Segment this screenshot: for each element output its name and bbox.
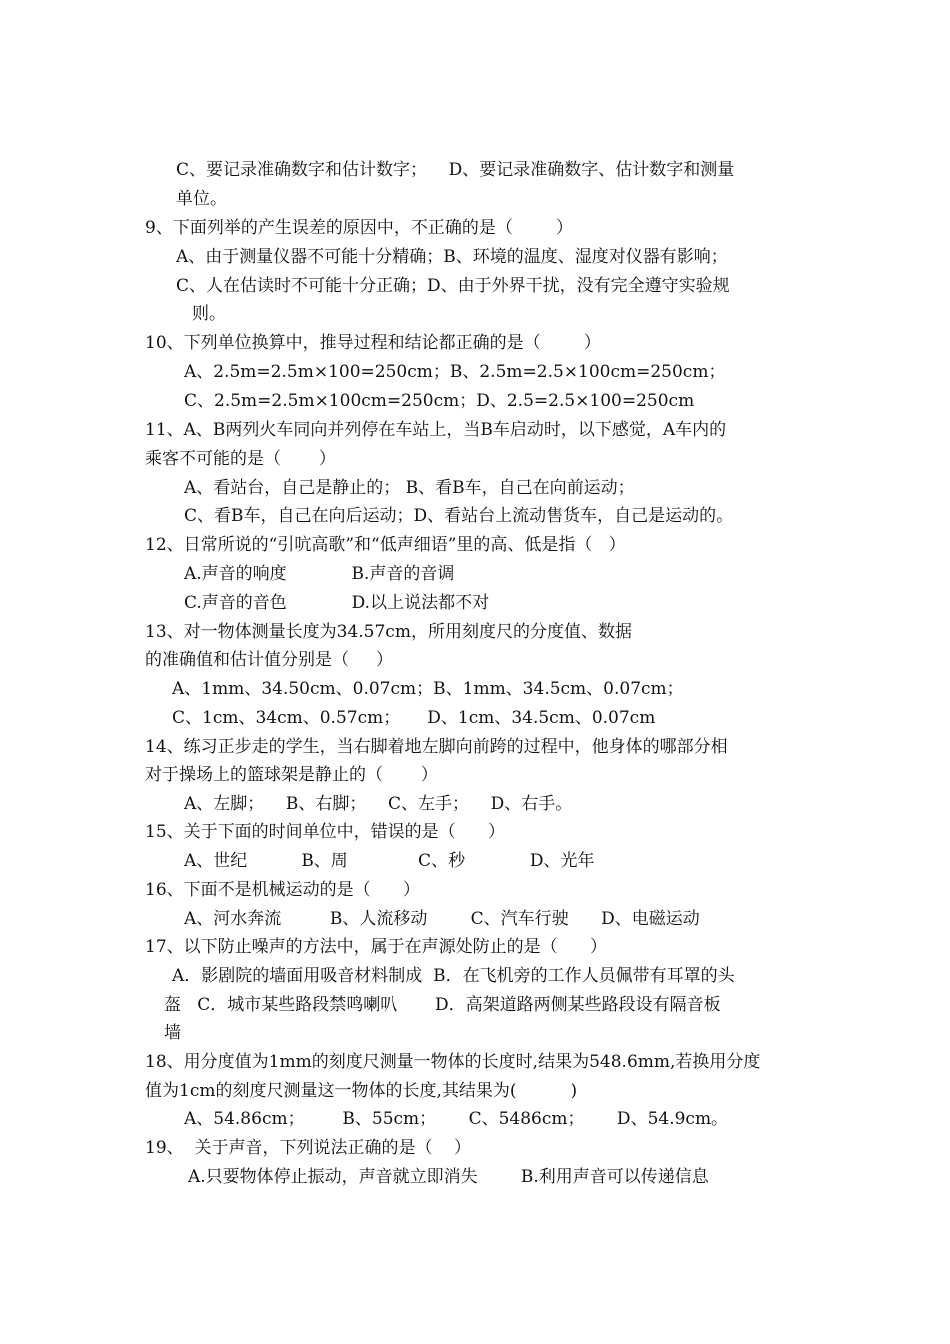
q15-stem: 15、关于下面的时间单位中，错误的是（ ） bbox=[145, 822, 506, 842]
q14-stem-cont: 对于操场上的篮球架是静止的（ ） bbox=[145, 765, 438, 785]
q16-stem: 16、下面不是机械运动的是（ ） bbox=[145, 880, 421, 900]
q12-option-ab: A.声音的响度 B.声音的音调 bbox=[184, 564, 455, 584]
q16-options: A、河水奔流 B、人流移动 C、汽车行驶 D、电磁运动 bbox=[184, 909, 700, 929]
q13-stem: 13、对一物体测量长度为34.57cm，所用刻度尺的分度值、数据 bbox=[145, 622, 632, 642]
q10-option-cd: C、2.5m=2.5m×100cm=250cm；D、2.5=2.5×100=250cm bbox=[184, 391, 695, 411]
q11-stem-cont: 乘客不可能的是（ ） bbox=[145, 449, 336, 469]
q15-options: A、世纪 B、周 C、秒 D、光年 bbox=[184, 851, 595, 871]
q18-stem-cont: 值为1cm的刻度尺测量这一物体的长度,其结果为( ) bbox=[145, 1081, 578, 1101]
q14-stem: 14、练习正步走的学生，当右脚着地左脚向前跨的过程中，他身体的哪部分相 bbox=[145, 737, 728, 757]
q11-stem: 11、A、B两列火车同向并列停在车站上，当B车启动时，以下感觉，A车内的 bbox=[145, 420, 727, 440]
q18-options: A、54.86cm； B、55cm； C、5486cm； D、54.9cm。 bbox=[184, 1109, 729, 1129]
q17-option-d-cont: 墙 bbox=[164, 1023, 181, 1043]
q13-stem-cont: 的准确值和估计值分别是（ ） bbox=[145, 650, 394, 670]
q9-stem: 9、下面列举的产生误差的原因中，不正确的是（ ） bbox=[145, 218, 574, 238]
q12-option-cd: C.声音的音色 D.以上说法都不对 bbox=[184, 593, 490, 613]
q11-option-ab: A、看站台，自己是静止的； B、看B车，自己在向前运动； bbox=[184, 478, 635, 498]
q12-stem: 12、日常所说的“引吭高歌”和“低声细语”里的高、低是指（ ） bbox=[145, 535, 626, 555]
q17-option-cd: 盔 C．城市某些路段禁鸣喇叭 D．高架道路两侧某些路段设有隔音板 bbox=[164, 995, 721, 1015]
q8-option-cd: C、要记录准确数字和估计数字； D、要记录准确数字、估计数字和测量 bbox=[176, 160, 735, 180]
q17-stem: 17、以下防止噪声的方法中，属于在声源处防止的是（ ） bbox=[145, 937, 608, 957]
q11-option-cd: C、看B车，自己在向后运动；D、看站台上流动售货车，自己是运动的。 bbox=[184, 506, 734, 526]
q9-option-ab: A、由于测量仪器不可能十分精确；B、环境的温度、湿度对仪器有影响； bbox=[176, 247, 728, 267]
q19-option-ab: A.只要物体停止振动，声音就立即消失 B.利用声音可以传递信息 bbox=[188, 1167, 709, 1187]
q9-option-d-cont: 则。 bbox=[192, 304, 226, 324]
q8-option-d-cont: 单位。 bbox=[176, 189, 227, 209]
q9-option-cd: C、人在估读时不可能十分正确；D、由于外界干扰，没有完全遵守实验规 bbox=[176, 276, 730, 296]
q14-options: A、左脚； B、右脚； C、左手； D、右手。 bbox=[184, 794, 573, 814]
q10-stem: 10、下列单位换算中，推导过程和结论都正确的是（ ） bbox=[145, 333, 601, 353]
q13-option-ab: A、1mm、34.50cm、0.07cm；B、1mm、34.5cm、0.07cm； bbox=[172, 679, 684, 699]
q18-stem: 18、用分度值为1mm的刻度尺测量一物体的长度时,结果为548.6mm,若换用分度 bbox=[145, 1052, 761, 1072]
q19-stem: 19、 关于声音，下列说法正确的是（ ） bbox=[145, 1138, 472, 1158]
q10-option-ab: A、2.5m=2.5m×100=250cm；B、2.5m=2.5×100cm=250cm； bbox=[184, 362, 726, 382]
q13-option-cd: C、1cm、34cm、0.57cm； D、1cm、34.5cm、0.07cm bbox=[172, 708, 656, 728]
q17-option-ab: A．影剧院的墙面用吸音材料制成 B．在飞机旁的工作人员佩带有耳罩的头 bbox=[172, 966, 735, 986]
